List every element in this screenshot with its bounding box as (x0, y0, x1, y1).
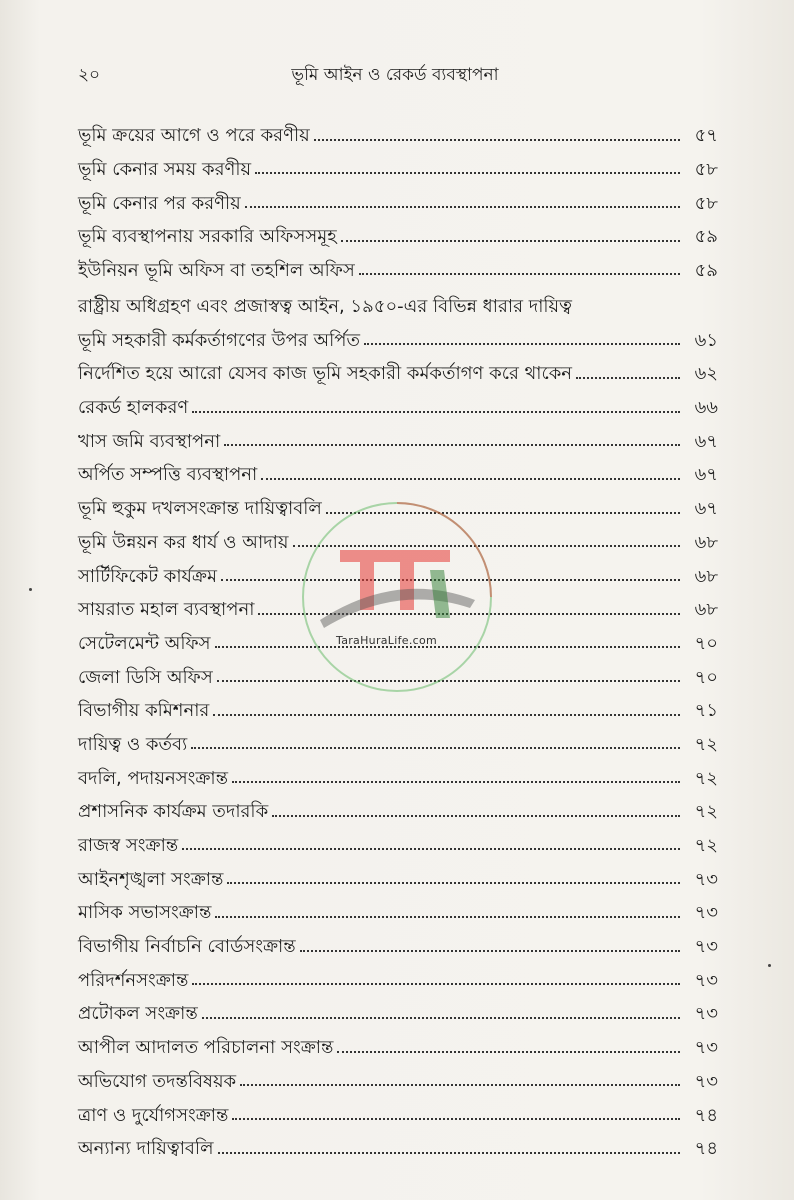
toc-entry-title: আইনশৃঙ্খলা সংক্রান্ত (78, 868, 224, 890)
toc-entry (78, 215, 718, 249)
watermark-logo-icon (300, 500, 494, 694)
toc-entry-title: ভূমি হুকুম দখলসংক্রান্ত দায়িত্বাবলি (78, 498, 322, 520)
toc-entry-title: প্রটোকল সংক্রান্ত (78, 1003, 198, 1025)
toc-entry-page: ৭৩ (694, 969, 718, 991)
dot-leader (255, 172, 680, 174)
toc-entry (78, 756, 718, 790)
toc-entry-title: খাস জমি ব্যবস্থাপনা (78, 430, 221, 452)
toc-entry (78, 992, 718, 1026)
toc-entry-page: ৫৮ (694, 158, 718, 180)
toc-entry-title: অর্পিত সম্পত্তি ব্যবস্থাপনা (78, 464, 258, 486)
toc-entry-title: ভূমি কেনার পর করণীয় (78, 192, 241, 214)
toc-entry-title: বিভাগীয় কমিশনার (78, 700, 210, 722)
toc-entry-title: রেকর্ড হালকরণ (78, 397, 189, 419)
toc-entry-title: ভূমি ক্রয়ের আগে ও পরে করণীয় (78, 125, 310, 147)
toc-entry-title: বদলি, পদায়নসংক্রান্ত (78, 767, 229, 789)
toc-entry-page: ৭৪ (694, 1104, 718, 1126)
toc-entry-title: পরিদর্শনসংক্রান্ত (78, 969, 189, 991)
toc-entry-page: ৭০ (694, 632, 718, 654)
running-title: ভূমি আইন ও রেকর্ড ব্যবস্থাপনা (291, 65, 499, 85)
toc-entry-title: রাজস্ব সংক্রান্ত (78, 835, 179, 857)
toc-entry-title: মাসিক সভাসংক্রান্ত (78, 902, 212, 924)
dot-leader (314, 139, 680, 141)
dot-leader (245, 206, 680, 208)
toc-entry-page: ৫৭ (694, 125, 718, 147)
dot-leader (215, 916, 680, 918)
toc-entry-page: ৬৭ (694, 430, 718, 452)
toc-entry-page: ৬২ (694, 363, 718, 385)
toc-entry-title: প্রশাসনিক কার্যক্রম তদারকি (78, 801, 269, 823)
toc-entry-page: ৭৩ (694, 902, 718, 924)
dot-leader (191, 747, 680, 749)
toc-entry-title: বিভাগীয় নির্বাচনি বোর্ডসংক্রান্ত (78, 936, 296, 958)
toc-entry-title: ভূমি কেনার সময় করণীয় (78, 158, 252, 180)
dot-leader (359, 273, 680, 275)
dot-leader (364, 343, 680, 345)
toc-entry-page: ৫৯ (694, 226, 718, 248)
toc-entry (78, 420, 718, 454)
toc-entry-title: আপীল আদালত পরিচালনা সংক্রান্ত (78, 1037, 334, 1059)
toc-entry (78, 790, 718, 824)
toc-entry-title: রাষ্ট্রীয় অধিগ্রহণ এবং প্রজাস্বত্ব আইন, ১৯৫০-এর বিভিন্ন ধারার দায়িত্ব (78, 296, 572, 318)
toc-entry-page: ৭২ (694, 767, 718, 789)
dot-leader (232, 781, 680, 783)
toc-entry-page: ৭২ (694, 835, 718, 857)
toc-entry (78, 824, 718, 858)
dot-leader (341, 240, 680, 242)
toc-entry-page: ৬১ (694, 329, 718, 351)
toc-entry-page: ৬৮ (694, 565, 718, 587)
toc-entry (78, 959, 718, 993)
dot-leader (218, 1152, 681, 1154)
toc-entry-title: জেলা ডিসি অফিস (78, 666, 213, 688)
page-number: ২০ (78, 65, 101, 85)
toc-entry (78, 891, 718, 925)
toc-entry-title: দায়িত্ব ও কর্তব্য (78, 733, 188, 755)
toc-entry (78, 925, 718, 959)
dot-leader (182, 848, 680, 850)
dot-leader (300, 950, 680, 952)
toc-entry (78, 114, 718, 148)
dot-leader (261, 478, 680, 480)
toc-entry (78, 723, 718, 757)
toc-entry (78, 453, 718, 487)
toc-entry-title: ভূমি ব্যবস্থাপনায় সরকারি অফিসসমূহ (78, 226, 337, 248)
toc-entry-title: ভূমি উন্নয়ন কর ধার্য ও আদায় (78, 531, 289, 553)
toc-entry-page: ৭৩ (694, 1070, 718, 1092)
toc-entry (78, 386, 718, 420)
toc-entry-page: ৭৩ (694, 1003, 718, 1025)
dot-leader (192, 983, 680, 985)
toc-entry-title: ত্রাণ ও দুর্যোগসংক্রান্ত (78, 1104, 229, 1126)
dot-leader (202, 1017, 680, 1019)
toc-entry (78, 1093, 718, 1127)
toc-entry-page: ৬৮ (694, 599, 718, 621)
toc-entry-page: ৭৪ (694, 1138, 718, 1160)
dot-leader (576, 377, 680, 379)
toc-entry (78, 1060, 718, 1094)
toc-entry (78, 1127, 718, 1161)
toc-entry-page: ৬৬ (694, 397, 718, 419)
toc-entry-title: নির্দেশিত হয়ে আরো যেসব কাজ ভূমি সহকারী কর্মকর্তাগণ করে থাকেন (78, 363, 573, 385)
toc-entry-title: সায়রাত মহাল ব্যবস্থাপনা (78, 599, 255, 621)
toc-entry (78, 282, 718, 318)
toc-entry (78, 148, 718, 182)
toc-entry-page: ৭২ (694, 733, 718, 755)
toc-entry-title: ভূমি সহকারী কর্মকর্তাগণের উপর অর্পিত (78, 329, 360, 351)
toc-entry-title: সার্টিফিকেট কার্যক্রম (78, 565, 217, 587)
toc-entry (78, 352, 718, 386)
toc-entry-page: ৬৭ (694, 464, 718, 486)
page-header (70, 60, 720, 92)
toc-entry (78, 689, 718, 723)
dot-leader (227, 882, 680, 884)
toc-entry-title: ইউনিয়ন ভূমি অফিস বা তহশিল অফিস (78, 260, 355, 282)
dot-leader (337, 1051, 680, 1053)
toc-entry-page: ৭৩ (694, 936, 718, 958)
dot-leader (232, 1118, 680, 1120)
toc-entry (78, 181, 718, 215)
toc-entry-page: ৫৮ (694, 192, 718, 214)
toc-entry-page: ৫৯ (694, 260, 718, 282)
dot-leader (192, 411, 680, 413)
toc-entry-page: ৭০ (694, 666, 718, 688)
paper-speck (29, 588, 32, 591)
toc-entry-page: ৭১ (694, 700, 718, 722)
toc-entry (78, 318, 718, 352)
toc-entry (78, 857, 718, 891)
toc-entry-title: সেটেলমেন্ট অফিস (78, 632, 211, 654)
toc-entry-page: ৬৮ (694, 531, 718, 553)
dot-leader (224, 444, 680, 446)
dot-leader (272, 815, 680, 817)
dot-leader (213, 714, 680, 716)
toc-entry (78, 249, 718, 283)
toc-entry-title: অভিযোগ তদন্তবিষয়ক (78, 1070, 237, 1092)
watermark-text: TaraHuraLife.com (336, 634, 438, 647)
toc-entry (78, 1026, 718, 1060)
toc-entry-page: ৭২ (694, 801, 718, 823)
paper-speck (768, 964, 771, 967)
toc-entry-page: ৬৭ (694, 498, 718, 520)
toc-entry-page: ৭৩ (694, 868, 718, 890)
toc-entry-title: অন্যান্য দায়িত্বাবলি (78, 1138, 214, 1160)
toc-entry-page: ৭৩ (694, 1037, 718, 1059)
dot-leader (240, 1084, 680, 1086)
